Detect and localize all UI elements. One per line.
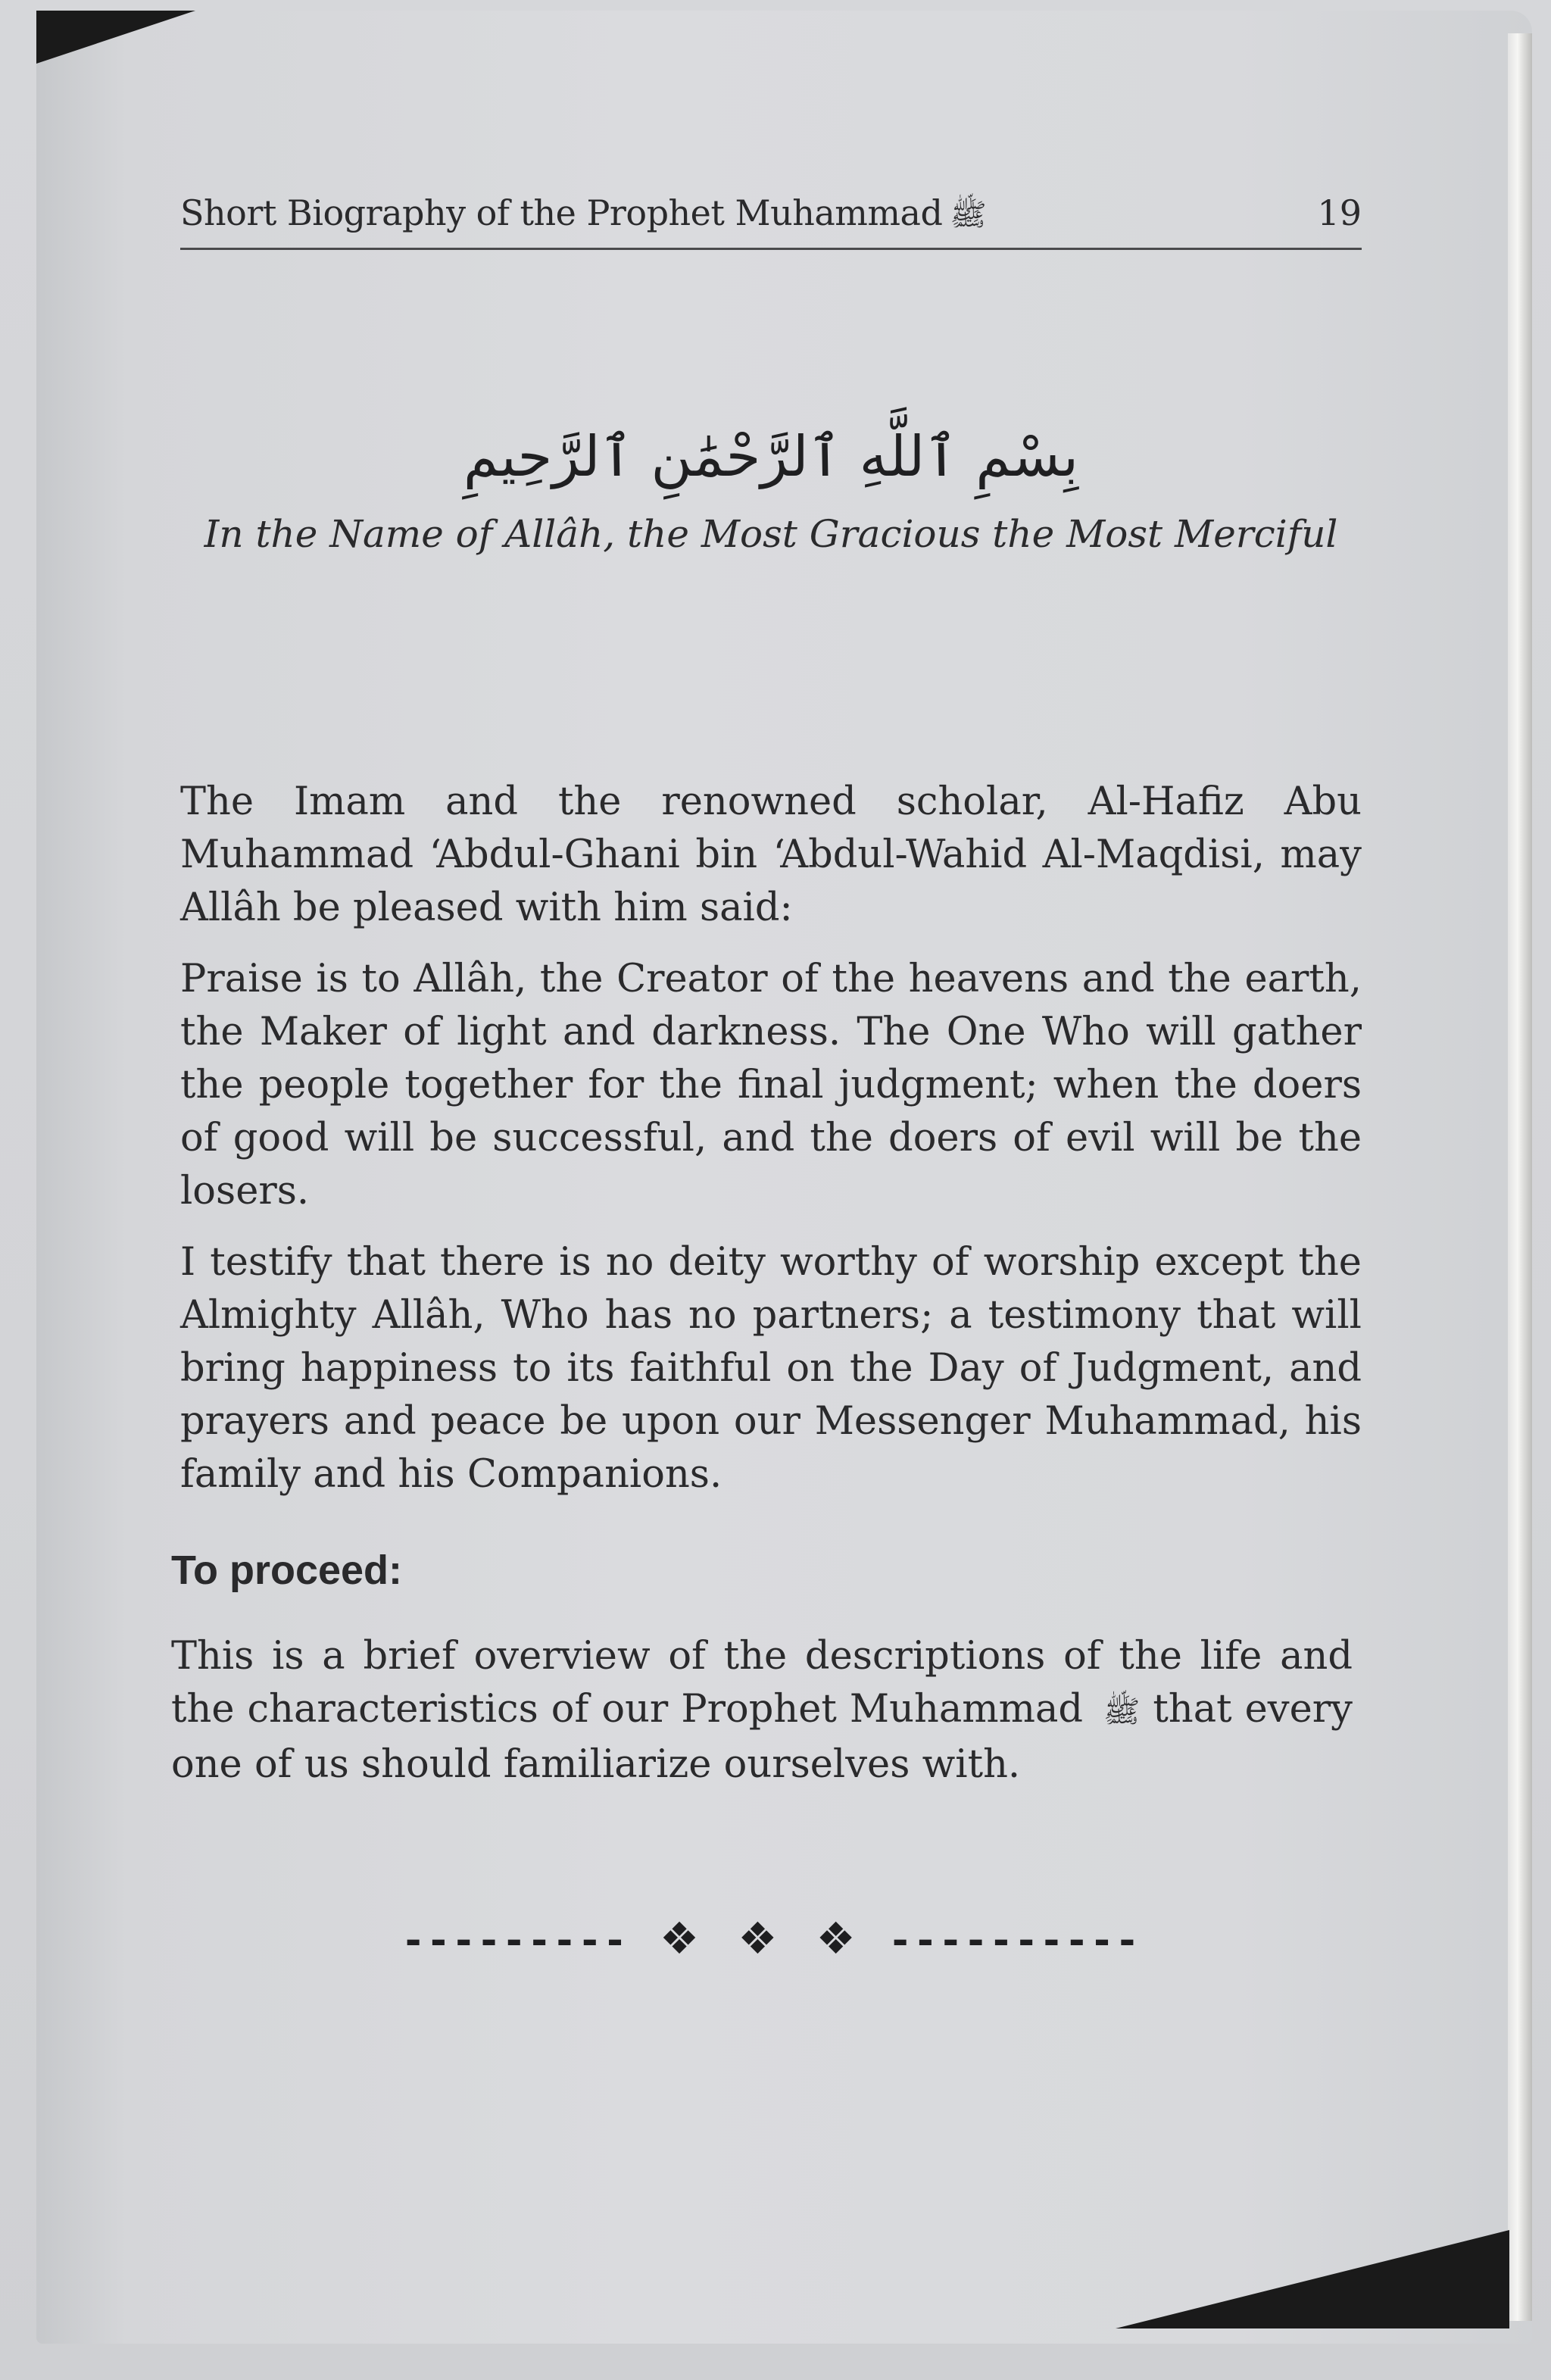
section-heading: To proceed:: [171, 1548, 403, 1593]
ornament-icon: ❖: [660, 1913, 701, 1964]
basmala-arabic: بِسْمِ ٱللَّهِ ٱلرَّحْمَٰنِ ٱلرَّحِيمِ: [463, 424, 1079, 489]
running-header-title: [180, 192, 987, 240]
page-edge: [1508, 33, 1532, 2321]
divider-dashes: ----------: [888, 1918, 1141, 1963]
book-page: [36, 11, 1532, 2344]
overview-paragraph: [171, 1630, 1353, 1791]
testimony-paragraph: I testify that there is no deity worthy of worship except the Almighty Allâh, Who has no partners; a testimony that will bring happiness to its faithful on the Day of Judgment, and prayers and peace be upon our Messenger Muhammad, his family and his Companions.: [180, 1240, 1362, 1497]
divider-dashes: ---------: [401, 1918, 629, 1963]
intro-paragraph: The Imam and the renowned scholar, Al-Hafiz Abu Muhammad ‘Abdul-Ghani bin ‘Abdul-Wahid Al-Maqdisi, may Allâh be pleased with him said:: [180, 779, 1362, 930]
praise-paragraph: Praise is to Allâh, the Creator of the heavens and the earth, the Maker of light and darkness. The One Who will gather the people together for the final judgment; when the doers of good will be successful, and the doers of evil will be the losers.: [180, 957, 1362, 1213]
honorific-glyph: ﷺ: [950, 198, 987, 233]
ornament-icon: ❖: [816, 1913, 857, 1964]
section-divider: [180, 1913, 1362, 1964]
running-header: [180, 192, 1362, 250]
overview-text: This is a brief overview of the descriptions of the life and the characteristics of our Prophet Muhammad: [171, 1634, 1353, 1732]
page-corner-shadow: [1116, 2230, 1509, 2328]
basmala-translation: In the Name of Allâh, the Most Gracious the Most Merciful: [204, 512, 1338, 556]
overview-text: that every one of us should familiarize ourselves with.: [171, 1687, 1353, 1787]
page-content: [171, 192, 1362, 1964]
honorific-glyph: ﷺ: [1103, 1694, 1141, 1729]
page-number: 19: [1317, 192, 1362, 233]
page-corner-shadow: [36, 11, 195, 64]
ornament-icon: ❖: [738, 1913, 779, 1964]
book-title: Short Biography of the Prophet Muhammad: [180, 192, 943, 233]
